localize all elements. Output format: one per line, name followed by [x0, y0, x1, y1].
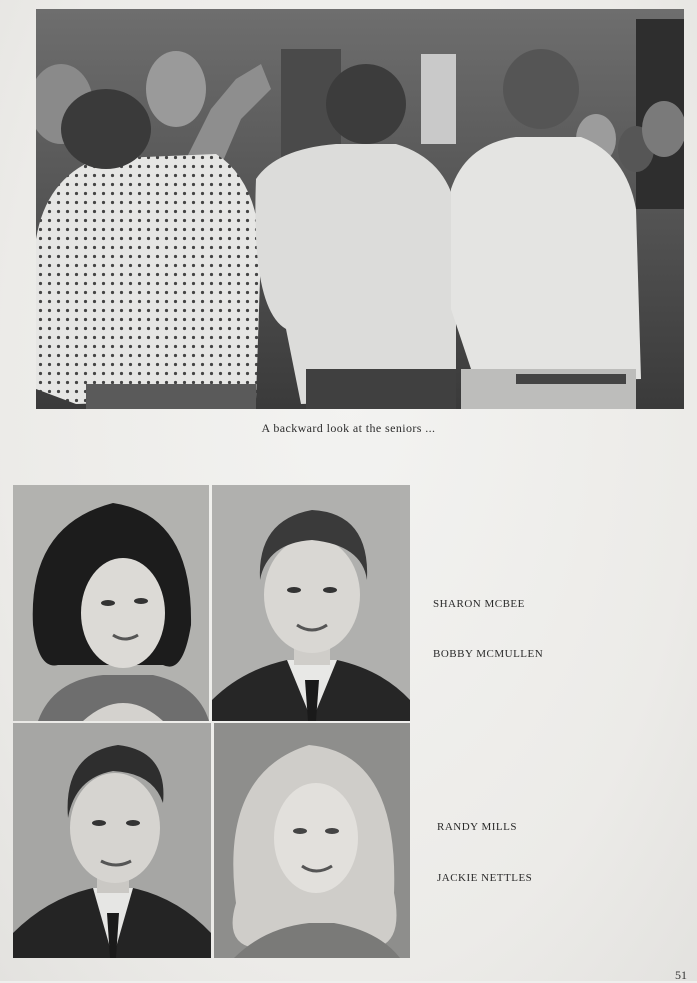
photo-caption: A backward look at the seniors ... — [261, 421, 436, 435]
group-photo — [36, 9, 684, 409]
page-number: 51 — [675, 968, 687, 982]
student-name: RANDY MILLS — [437, 821, 517, 833]
student-name: SHARON MCBEE — [433, 598, 525, 610]
portrait-randy-mills — [13, 723, 211, 958]
portrait-jackie-nettles — [214, 723, 410, 958]
student-name: BOBBY MCMULLEN — [433, 648, 544, 660]
portrait-bobby-mcmullen — [212, 485, 410, 721]
portrait-sharon-mcbee — [13, 485, 209, 721]
student-name: JACKIE NETTLES — [437, 872, 533, 884]
